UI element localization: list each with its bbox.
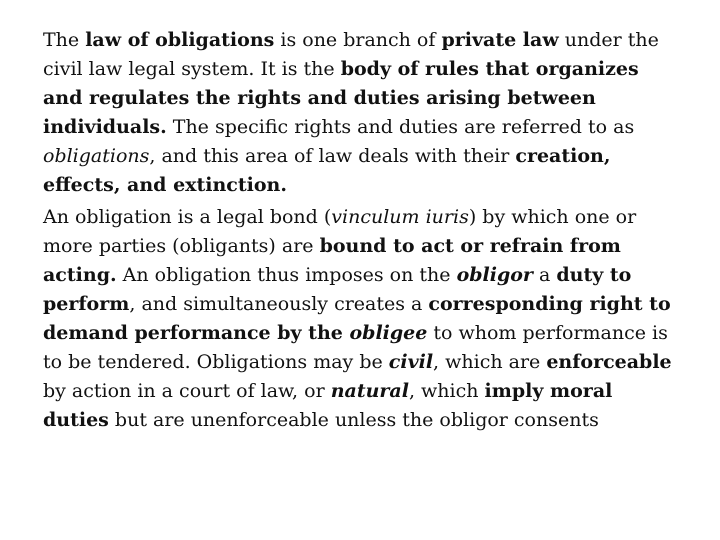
- text-span: under the civil law legal system. It is the: [43, 29, 659, 80]
- text-span: The: [43, 29, 86, 51]
- text-span-bold: creation, effects, and extinction.: [43, 145, 611, 196]
- text-span: ) by which one or more parties (obligants) are: [43, 206, 637, 257]
- text-span: The specific rights and duties are referred to as: [166, 116, 635, 138]
- text-span-bold: corresponding right to demand performance by the: [43, 293, 671, 344]
- text-span-bold-italic: obligee: [349, 322, 428, 344]
- text-span: , and this area of law deals with their: [149, 145, 516, 167]
- text-span-bold: duty to perform: [43, 264, 632, 315]
- text-span-bold: bound to act or refrain from acting.: [43, 235, 621, 286]
- text-span: but are unenforceable unless the obligor consents: [108, 409, 599, 431]
- text-span-bold: body of rules that organizes and regulates the rights and duties arising between individuals.: [43, 58, 639, 138]
- text-span-bold: imply moral duties: [43, 380, 613, 431]
- text-span: , which are: [433, 351, 547, 373]
- text-span-bold-italic: civil: [388, 351, 434, 373]
- text-span: is one branch of: [274, 29, 442, 51]
- text-span-bold-italic: natural: [330, 380, 409, 402]
- paragraph-obligation-definition: [43, 203, 683, 435]
- text-span: , and simultaneously creates a: [129, 293, 429, 315]
- paragraph-law-of-obligations: [43, 26, 683, 200]
- text-span: An obligation thus imposes on the: [116, 264, 457, 286]
- text-span-italic: obligations: [43, 145, 150, 167]
- text-span: An obligation is a legal bond (: [43, 206, 332, 228]
- text-span: to whom performance is to be tendered. Obligations may be: [43, 322, 668, 373]
- text-span: a: [532, 264, 557, 286]
- text-span: by action in a court of law, or: [43, 380, 331, 402]
- text-span-italic: vinculum iuris: [331, 206, 469, 228]
- text-span-bold: law of obligations: [85, 29, 275, 51]
- text-span-bold: private law: [441, 29, 559, 51]
- text-span-bold-italic: obligor: [456, 264, 533, 286]
- text-span: , which: [408, 380, 485, 402]
- body-text: [43, 26, 683, 438]
- text-span-bold: enforceable: [546, 351, 672, 373]
